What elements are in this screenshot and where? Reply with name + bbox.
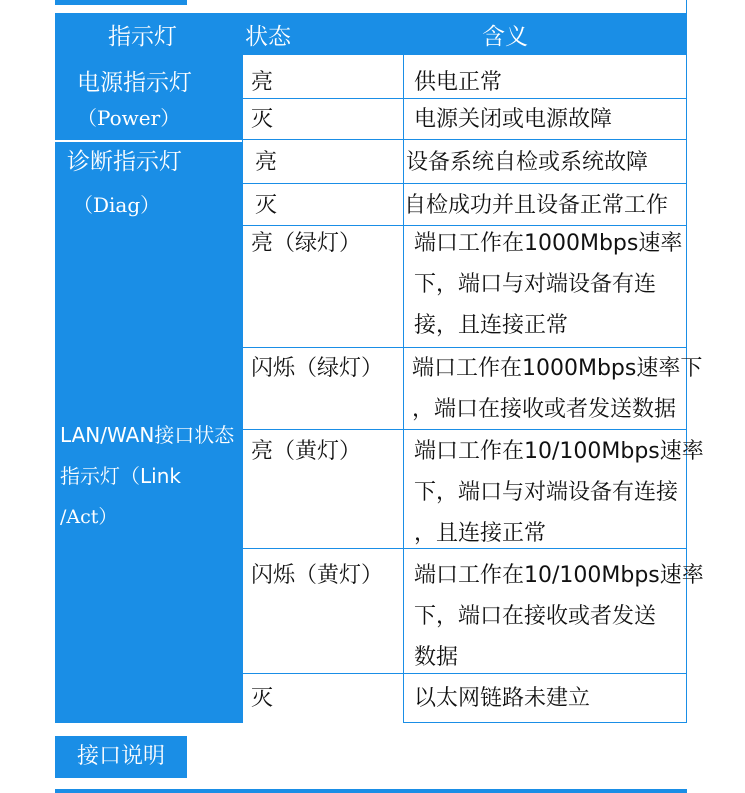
header-meaning: 含义 <box>482 24 528 50</box>
power-state-off <box>242 99 403 140</box>
state-label: 闪烁（绿灯） <box>251 356 384 381</box>
power-indicator-name-en: （Power） <box>77 106 181 130</box>
state-label: 亮（黄灯） <box>251 439 362 464</box>
section-title-interface: 接口说明 <box>55 736 187 778</box>
power-indicator-cell <box>55 55 242 140</box>
state-label: 灭 <box>255 193 278 218</box>
meaning-text: 设备系统自检或系统故障 <box>406 150 649 175</box>
diag-indicator-name-en: （Diag） <box>73 193 161 217</box>
link-meaning-off <box>403 674 687 723</box>
meaning-text: 端口工作在10/100Mbps速率 下，端口与对端设备有连接 ，且连接正常 <box>414 439 704 546</box>
table-header <box>55 14 687 55</box>
diag-indicator-name: 诊断指示灯 <box>67 149 182 175</box>
header-indicator: 指示灯 <box>108 24 177 50</box>
state-label: 亮 <box>255 150 278 175</box>
power-meaning-off <box>403 99 687 140</box>
meaning-text: 以太网链路未建立 <box>414 686 591 711</box>
power-indicator-name: 电源指示灯 <box>77 70 192 96</box>
link-indicator-name-line1: LAN/WAN接口状态 <box>60 423 235 447</box>
link-meaning-yellow-on <box>403 430 704 549</box>
meaning-text: 端口工作在10/100Mbps速率 下，端口在接收或者发送 数据 <box>414 563 704 670</box>
link-indicator-name-line3: /Act） <box>60 506 118 528</box>
power-state-on <box>242 55 403 99</box>
top-tab-bar <box>55 0 187 5</box>
link-state-green-on <box>242 226 403 348</box>
diag-indicator-cell <box>55 142 242 226</box>
link-indicator-name-line2: 指示灯（Link <box>60 464 181 488</box>
diag-meaning-on <box>403 140 687 184</box>
link-meaning-yellow-blink <box>403 549 704 674</box>
state-label: 灭 <box>251 107 274 132</box>
diag-state-off <box>242 184 403 226</box>
link-indicator-cell <box>55 226 242 723</box>
state-label: 亮 <box>251 70 274 95</box>
state-label: 闪烁（黄灯） <box>251 563 384 588</box>
state-label: 灭 <box>251 686 274 711</box>
header-state: 状态 <box>245 24 291 50</box>
top-divider-vertical <box>686 0 687 14</box>
meaning-text: 自检成功并且设备正常工作 <box>404 193 669 218</box>
meaning-text: 端口工作在1000Mbps速率下 ，端口在接收或者发送数据 <box>412 356 703 422</box>
link-state-yellow-blink <box>242 549 403 674</box>
meaning-text: 端口工作在1000Mbps速率 下，端口与对端设备有连 接，且连接正常 <box>414 231 683 338</box>
link-state-green-blink <box>242 348 403 430</box>
link-meaning-green-on <box>403 226 687 348</box>
meaning-text: 电源关闭或电源故障 <box>414 107 613 132</box>
link-state-off <box>242 674 403 723</box>
state-label: 亮（绿灯） <box>251 231 362 256</box>
diag-state-on <box>242 140 403 184</box>
link-state-yellow-on <box>242 430 403 549</box>
link-meaning-green-blink <box>403 348 703 430</box>
section-underline <box>55 789 687 793</box>
power-meaning-on <box>403 55 687 99</box>
diag-meaning-off <box>403 184 687 226</box>
meaning-text: 供电正常 <box>414 70 503 95</box>
